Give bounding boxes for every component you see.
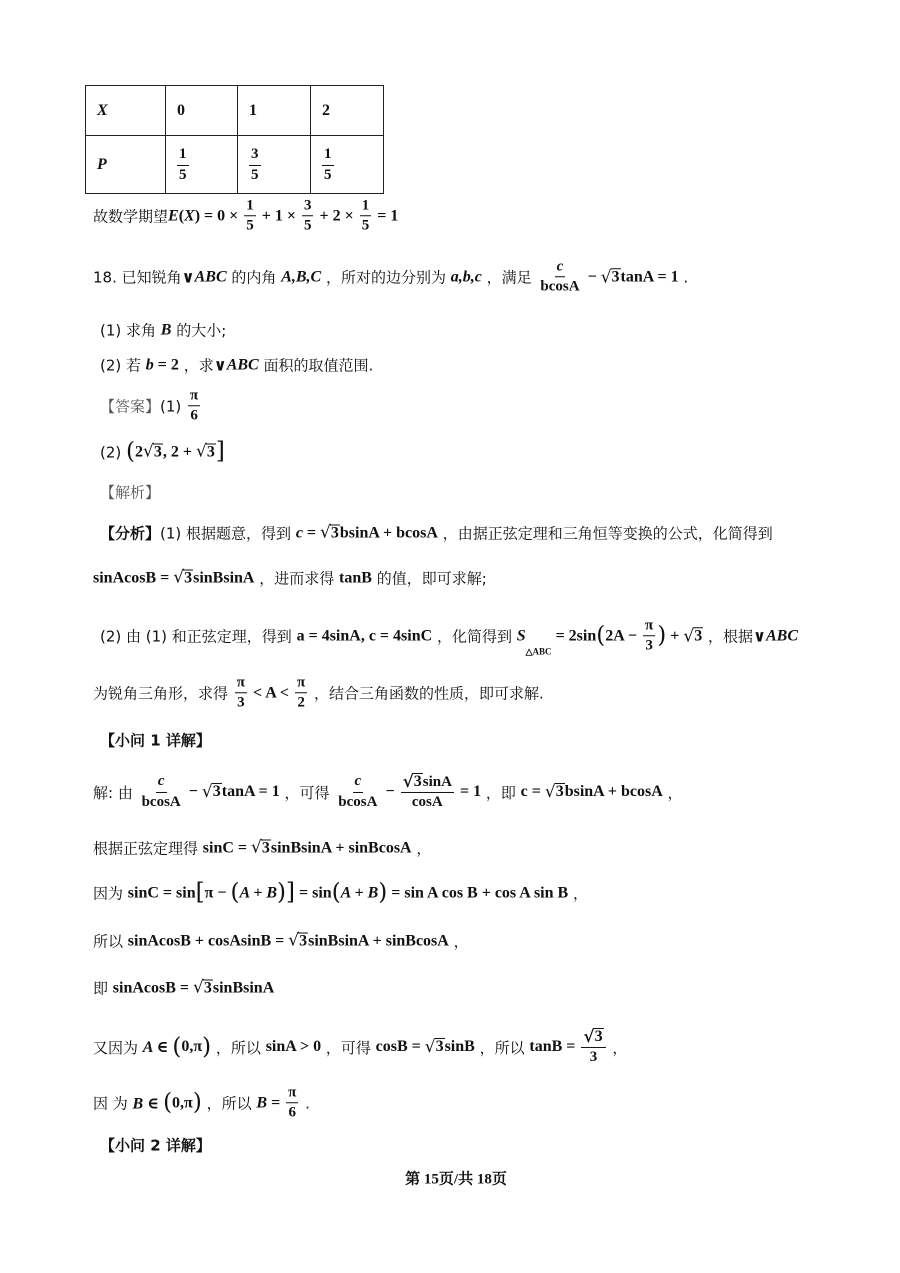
math-expr: sinB (444, 1037, 475, 1055)
math-expr: A ∈ (142, 1038, 173, 1056)
radical-sign: √ (195, 441, 207, 462)
answer-part-1 (100, 387, 202, 425)
math-expr: + (666, 627, 684, 644)
radicand: 3 (184, 569, 193, 587)
radicand: 3 (330, 524, 339, 542)
radicand: 3 (435, 1038, 444, 1056)
text-run: ，所对的边分别为 (321, 268, 451, 287)
fraction-numerator: 1 (322, 146, 334, 165)
square-root (202, 783, 222, 801)
table-cell (311, 86, 384, 136)
text-run: ，求 (178, 356, 214, 375)
fraction (336, 773, 379, 811)
math-expr: 0,π (172, 1094, 193, 1111)
section-heading: 【解析】 (100, 483, 161, 502)
table-cell (311, 136, 384, 194)
table-row (86, 136, 384, 194)
math-expr: = 2sin (551, 627, 597, 644)
page-number: 第 15页/共 18页 (405, 1171, 507, 1188)
math-expr: sinA > 0 (265, 1037, 322, 1055)
math-expr: bsinA + bcosA (564, 782, 663, 800)
math-expr: + 1 × (257, 207, 300, 224)
text-run: (1) 求角 (100, 321, 161, 340)
math-expr: = sin A cos B + cos A sin B (387, 884, 569, 901)
square-root (196, 443, 216, 461)
math-expr: π − (204, 884, 231, 901)
bracket: ] (215, 438, 225, 465)
table-cell (238, 86, 311, 136)
bracket: [ (195, 879, 205, 906)
text-run: ，根据 (703, 627, 753, 646)
bracket: ) (657, 622, 667, 649)
fraction-denominator: 6 (288, 1104, 296, 1121)
text-run: ， (607, 1038, 628, 1057)
x-value: 1 (249, 101, 257, 119)
bracket: ] (286, 879, 295, 906)
fraction-numerator: 1 (244, 197, 256, 216)
problem-18-part-2 (100, 355, 373, 376)
square-root (545, 783, 565, 801)
math-expr: sinBsinA + sinBcosA (308, 932, 449, 949)
paren: ( (178, 207, 185, 224)
text-run: (1) (160, 397, 187, 415)
table-cell (86, 136, 166, 194)
square-root (583, 1028, 603, 1046)
radical-sign: √ (201, 781, 213, 802)
fraction-denominator: 3 (589, 1048, 598, 1065)
text-run: 又因为 (93, 1038, 143, 1057)
fraction (244, 197, 256, 235)
bracket: ) (378, 879, 388, 906)
math-expr: sinBsinA (212, 979, 275, 996)
fraction-denominator: bcosA (141, 793, 181, 810)
bracket: ( (172, 1033, 182, 1060)
math-symbol: ABC (765, 627, 798, 644)
text-run: 面积的取值范围. (258, 356, 374, 375)
math-symbol: a,b,c (450, 268, 482, 285)
triangle-symbol: ∨ (752, 628, 766, 645)
analysis-line-4 (93, 674, 544, 712)
math-symbol: X (184, 207, 195, 224)
text-run: 解: 由 (93, 783, 138, 802)
math-expr: = (302, 524, 321, 541)
radical-sign: √ (288, 930, 300, 951)
math-symbol: c (295, 524, 303, 541)
triangle-symbol: ∨ (181, 269, 195, 286)
answer-part-2 (100, 438, 225, 465)
fraction-numerator (581, 1028, 605, 1048)
radicand: 3 (413, 772, 422, 790)
math-expr: + 2 × (315, 207, 358, 224)
text-run: ，所以 (474, 1038, 530, 1057)
square-root (425, 1038, 445, 1056)
text-run: (2) (100, 443, 127, 461)
solution-line-3 (93, 879, 588, 906)
math-expr: B ∈ (132, 1095, 164, 1112)
math-expr: = 1 (373, 207, 399, 224)
text-run: 因为 (93, 884, 128, 903)
radicand: 3 (694, 627, 703, 645)
radicand: 3 (555, 783, 564, 801)
bracket: ( (230, 879, 240, 906)
bracket: ( (596, 622, 606, 649)
answer-label: 【答案】 (100, 397, 161, 416)
square-root (251, 839, 271, 857)
probability-label: P (97, 155, 107, 173)
math-expr: = 0 × (200, 207, 243, 224)
analysis-label: 【分析】 (100, 524, 161, 543)
fraction-denominator: bcosA (540, 278, 580, 295)
text-run: ，即 (481, 783, 521, 802)
square-root (601, 268, 621, 286)
fraction (295, 674, 307, 712)
radical-sign: √ (544, 781, 556, 802)
text-run: ， (411, 839, 432, 858)
paren: ) (194, 207, 201, 224)
text-run: ，可得 (279, 783, 335, 802)
fraction-denominator: bcosA (338, 793, 378, 810)
radicand: 3 (261, 839, 270, 857)
distribution-table (85, 85, 384, 194)
fraction-numerator: c (156, 773, 167, 792)
text-run: ，结合三角函数的性质，即可求解. (309, 684, 544, 703)
text-run: 的值，即可求解; (371, 569, 487, 588)
math-expr: cosB = (375, 1037, 425, 1055)
bracket: ( (331, 879, 341, 906)
math-expr: 2A − (605, 627, 642, 644)
radicand: 3 (594, 1027, 603, 1045)
table-cell (238, 136, 311, 194)
math-expr: bsinA + bcosA (339, 524, 438, 541)
table-cell (86, 86, 166, 136)
math-expr: tanA = 1 (620, 268, 679, 285)
text-run: ，满足 (481, 268, 537, 287)
solution-line-6 (93, 1028, 627, 1066)
fraction-numerator: 3 (302, 197, 314, 216)
bracket: ( (126, 438, 135, 465)
math-expr: c = (520, 782, 545, 800)
sub-question-1-heading (100, 730, 211, 751)
math-expr: B = (256, 1094, 285, 1111)
math-expr: − (381, 782, 399, 800)
fraction-numerator: c (555, 258, 566, 277)
fraction-denominator: cosA (411, 793, 443, 810)
text-run: . (678, 268, 689, 286)
fraction (286, 1084, 298, 1122)
text-run: (2) 若 (100, 356, 146, 375)
fraction-denominator: 3 (645, 637, 653, 654)
fraction-numerator: π (188, 387, 200, 406)
text-run: 的大小; (171, 321, 227, 340)
section-heading: 【小问 2 详解】 (100, 1136, 211, 1155)
fraction-numerator (401, 773, 454, 793)
fraction-numerator: 3 (249, 146, 261, 165)
solution-line-7 (93, 1084, 310, 1122)
fraction (322, 146, 334, 184)
math-expr: sinA (422, 773, 452, 790)
math-expr: sinC = sin (127, 884, 196, 901)
math-expr: tanB = (529, 1037, 580, 1055)
radicand: 3 (611, 268, 620, 286)
radicand: 3 (153, 443, 162, 461)
radicand: 3 (212, 783, 221, 801)
math-expr: A + B (239, 884, 278, 901)
fraction (249, 146, 261, 184)
fraction-denominator: 5 (246, 217, 254, 234)
text-run: ， (662, 783, 683, 802)
analysis-heading (100, 482, 160, 503)
math-expr: sinC = (202, 839, 252, 856)
solution-line-2 (93, 838, 431, 859)
text-run: (1) 根据题意，得到 (160, 524, 296, 543)
math-expr: = 1 (455, 782, 482, 800)
text-run: 为锐角三角形，求得 (93, 684, 233, 703)
square-root (143, 443, 163, 461)
text-run: 故数学期望 (93, 207, 169, 226)
math-expr: A + B (340, 884, 379, 901)
table-cell (166, 86, 238, 136)
text-run: ，进而求得 (254, 569, 340, 588)
fraction-denominator: 5 (303, 217, 312, 234)
page-footer (0, 1168, 900, 1189)
text-run: . (300, 1094, 310, 1112)
math-expr: tanA = 1 (221, 782, 280, 800)
fraction-denominator: 3 (237, 694, 245, 711)
text-run: ，所以 (201, 1094, 257, 1113)
math-expr: sinAcosB = (93, 569, 174, 586)
math-symbol: E (168, 207, 179, 224)
fraction-denominator: 6 (190, 407, 198, 424)
math-expr: tanB (339, 569, 372, 586)
radicand: 3 (206, 443, 215, 461)
math-symbol: A,B,C (281, 268, 322, 285)
bracket: ) (277, 879, 287, 906)
math-expr: − (184, 782, 202, 800)
text-run: ，所以 (211, 1038, 266, 1057)
fraction (235, 674, 247, 712)
math-expr: = sin (295, 884, 332, 901)
radical-sign: √ (683, 625, 695, 646)
problem-18-part-1 (100, 320, 226, 341)
solution-line-4 (93, 931, 469, 952)
variable-label: X (97, 101, 108, 119)
math-expr: 0,π (181, 1037, 203, 1055)
x-value: 0 (177, 101, 185, 119)
section-heading: 【小问 1 详解】 (100, 731, 211, 750)
sub-question-2-heading (100, 1135, 211, 1156)
fraction (360, 197, 372, 235)
fraction-denominator: 5 (251, 166, 259, 183)
radical-sign: √ (402, 771, 414, 792)
fraction (581, 1028, 605, 1066)
x-value: 2 (322, 101, 330, 119)
fraction (188, 387, 200, 425)
text-run: 的内角 (226, 268, 282, 287)
text-run: (2) 由 (1) 和正弦定理，得到 (100, 627, 297, 646)
text-run: ，可得 (321, 1038, 376, 1057)
math-symbol: ABC (226, 356, 259, 373)
math-expr: sinAcosB + cosAsinB = (127, 932, 289, 949)
problem-18-stem (93, 258, 688, 296)
math-expr: − (583, 268, 601, 285)
text-run: 18. 已知锐角 (93, 268, 182, 287)
text-run: 即 (93, 979, 113, 998)
square-root (403, 773, 423, 791)
bracket: ( (163, 1089, 173, 1116)
math-expr: a = 4sinA, c = 4sinC (296, 627, 433, 644)
table-cell (166, 136, 238, 194)
bracket: ) (202, 1033, 212, 1060)
radical-sign: √ (583, 1026, 595, 1047)
fraction-denominator: 5 (324, 166, 332, 183)
radicand: 3 (299, 932, 308, 950)
fraction (643, 617, 655, 655)
math-expr: = 2 (153, 356, 179, 373)
text-run: 根据正弦定理得 (93, 839, 203, 858)
radicand: 3 (203, 979, 212, 997)
radical-sign: √ (320, 522, 331, 543)
square-root (320, 524, 340, 542)
square-root (193, 979, 213, 997)
radical-sign: √ (143, 441, 154, 462)
radical-sign: √ (193, 977, 204, 998)
radical-sign: √ (600, 266, 612, 287)
fraction-denominator: 5 (179, 166, 187, 183)
text-run: ，由据正弦定理和三角恒等变换的公式，化简得到 (437, 524, 773, 543)
bracket: ) (192, 1089, 202, 1116)
fraction (538, 258, 581, 296)
text-run: ，化简得到 (432, 627, 517, 646)
fraction (140, 773, 183, 811)
analysis-line-1 (100, 523, 773, 544)
solution-line-5 (93, 978, 274, 999)
analysis-line-2 (93, 568, 487, 589)
math-symbol: B (160, 321, 172, 338)
fraction-denominator: 2 (297, 694, 305, 711)
solution-line-1 (93, 773, 683, 811)
text-run: ， (448, 932, 469, 951)
fraction (177, 146, 189, 184)
math-symbol: ABC (194, 268, 227, 285)
math-expr: 2 (135, 443, 143, 460)
square-root (683, 627, 703, 645)
fraction-numerator: c (353, 773, 364, 792)
fraction (401, 773, 454, 811)
math-expr: sinAcosB = (112, 979, 194, 996)
fraction-numerator: π (295, 674, 307, 693)
text-run: 因 为 (93, 1094, 133, 1113)
math-symbol: b (145, 356, 154, 373)
radical-sign: √ (424, 1036, 436, 1057)
math-expr: < A < (249, 684, 294, 701)
analysis-line-3 (100, 617, 798, 655)
math-expr: sinBsinA + sinBcosA (270, 839, 412, 856)
expectation-line (93, 197, 398, 235)
fraction-denominator: 5 (361, 217, 370, 234)
fraction-numerator: 1 (360, 197, 372, 216)
square-root (173, 569, 193, 587)
radical-sign: √ (173, 567, 185, 588)
fraction-numerator: π (235, 674, 247, 693)
fraction (302, 197, 314, 235)
math-symbol: S (516, 627, 526, 644)
math-expr: sinBsinA (193, 569, 255, 586)
fraction-numerator: 1 (177, 146, 189, 165)
math-expr: , 2 + (162, 443, 196, 460)
table-row (86, 86, 384, 136)
fraction-numerator: π (643, 617, 655, 636)
triangle-symbol: ∨ (213, 357, 227, 374)
fraction-numerator: π (286, 1084, 298, 1103)
subscript: △ABC (525, 645, 552, 656)
text-run: ， (568, 884, 588, 903)
square-root (288, 932, 308, 950)
radical-sign: √ (251, 837, 262, 858)
text-run: 所以 (93, 932, 128, 951)
